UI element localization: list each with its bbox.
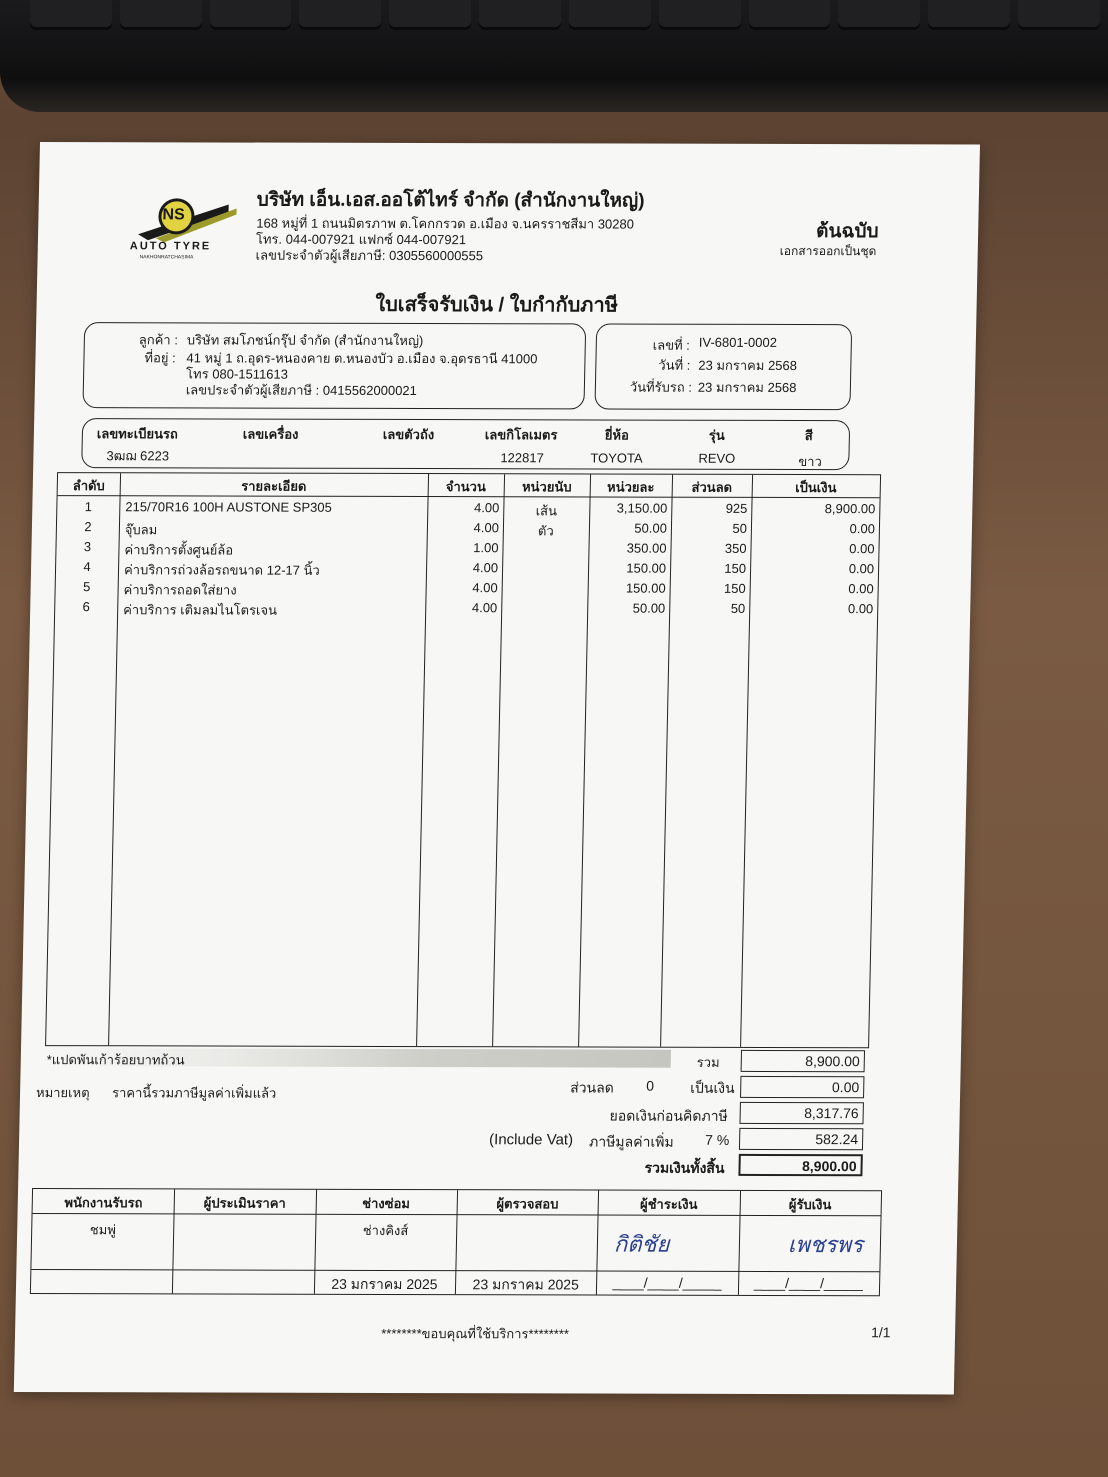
vehicle-header-brand: ยี่ห้อ — [604, 427, 630, 443]
company-logo — [128, 194, 239, 261]
receiver-signature: เพชรพร — [787, 1233, 864, 1259]
table-cell-qty: 4.00 — [472, 580, 498, 596]
table-cell-qty: 4.00 — [473, 500, 500, 516]
table-cell-desc: ค่าบริการถอดใส่ยาง — [123, 582, 237, 598]
table-cell-no: 6 — [82, 599, 91, 615]
table-cell-amount: 0.00 — [848, 581, 874, 597]
page-number: 1/1 — [870, 1324, 891, 1341]
table-cell-disc: 50 — [732, 520, 748, 536]
customer-name: บริษัท สมโภชน์กรุ๊ป จำกัด (สำนักงานใหญ่) — [186, 332, 424, 349]
table-cell-desc: ค่าบริการ เติมลมไนโตรเจน — [123, 602, 278, 618]
discount-label: ส่วนลด — [570, 1079, 615, 1096]
vehicle-header-color: สี — [804, 428, 813, 444]
table-cell-disc: 150 — [723, 580, 746, 596]
invoice-no-label: เลขที่ : — [652, 337, 691, 353]
company-tax-id: เลขประจำตัวผู้เสียภาษี: 0305560000555 — [255, 247, 484, 264]
table-cell-qty: 4.00 — [472, 560, 499, 576]
table-cell-desc: 215/70R16 100H AUSTONE SP305 — [125, 499, 332, 515]
col-header-qty: จำนวน — [445, 479, 486, 495]
table-cell-price: 3,150.00 — [616, 500, 668, 516]
table-cell-price: 150.00 — [625, 580, 666, 596]
customer-tax-id: เลขประจำตัวผู้เสียภาษี : 0415562000021 — [185, 382, 418, 399]
table-cell-unit: เส้น — [535, 503, 558, 519]
vehicle-color: ขาว — [798, 454, 823, 470]
logo-brand: AUTO TYRE — [129, 240, 212, 253]
table-cell-amount: 8,900.00 — [824, 501, 876, 517]
table-cell-no: 3 — [83, 539, 92, 555]
customer-box — [82, 322, 586, 409]
company-address: 168 หมู่ที่ 1 ถนนมิตรภาพ ต.โคกกรวด อ.เมือง จ.นครราชสีมา 30280 — [256, 215, 635, 232]
amount-in-words: *แปดพันเก้าร้อยบาทถ้วน — [46, 1052, 185, 1068]
table-cell-price: 350.00 — [626, 540, 667, 556]
vehicle-box — [81, 418, 850, 470]
table-cell-price: 50.00 — [632, 600, 666, 616]
thank-you-footer: ********ขอบคุณที่ใช้บริการ******** — [381, 1325, 570, 1342]
table-cell-amount: 0.00 — [849, 521, 876, 537]
table-cell-no: 5 — [82, 579, 91, 595]
signature-name-0: ชมพู่ — [89, 1222, 117, 1238]
pre-vat-value: 8,317.76 — [739, 1102, 863, 1124]
vehicle-brand: TOYOTA — [590, 450, 643, 466]
vehicle-header-engine: เลขเครื่อง — [242, 426, 299, 442]
signature-name-2: ช่างคิงส์ — [362, 1222, 409, 1239]
table-cell-no: 1 — [84, 499, 93, 515]
col-header-price: หน่วยละ — [606, 479, 655, 495]
vehicle-plate: 3ฒฌ 6223 — [106, 448, 170, 464]
sum-value: 8,900.00 — [741, 1050, 865, 1072]
receive-date-label: วันที่รับรถ : — [629, 379, 693, 395]
discount-amount: 0.00 — [740, 1076, 864, 1098]
invoice-date-label: วันที่ : — [658, 357, 691, 373]
table-cell-qty: 4.00 — [471, 600, 498, 616]
signature-header-2: ช่างซ่อม — [362, 1195, 411, 1212]
signature-header-1: ผู้ประเมินราคา — [203, 1195, 286, 1211]
payer-signature: กิติชัย — [613, 1232, 670, 1258]
col-header-desc: รายละเอียด — [241, 478, 307, 494]
discount-amount-label: เป็นเงิน — [690, 1079, 735, 1096]
include-vat-text: (Include Vat) — [488, 1131, 574, 1149]
signature-date-2: 23 มกราคม 2025 — [331, 1275, 438, 1293]
table-cell-disc: 350 — [724, 540, 747, 556]
invoice-date: 23 มกราคม 2568 — [698, 357, 798, 373]
signature-header-3: ผู้ตรวจสอบ — [496, 1196, 559, 1212]
vehicle-header-model: รุ่น — [708, 427, 725, 443]
company-phone: โทร. 044-007921 แฟกซ์ 044-007921 — [255, 231, 467, 248]
grand-total-value: 8,900.00 — [738, 1154, 862, 1176]
signature-date-5: ____/____/_____ — [753, 1274, 864, 1292]
document-title: ใบเสร็จรับเงิน / ใบกำกับภาษี — [375, 293, 619, 317]
items-table — [45, 472, 881, 1048]
vehicle-header-plate: เลขทะเบียนรถ — [96, 426, 178, 442]
table-cell-price: 150.00 — [626, 560, 667, 576]
table-cell-amount: 0.00 — [848, 561, 875, 577]
signature-date-4: ____/____/_____ — [612, 1274, 722, 1291]
col-header-discount: ส่วนลด — [691, 479, 733, 495]
table-cell-price: 50.00 — [634, 520, 668, 536]
col-header-amount: เป็นเงิน — [795, 479, 837, 496]
logo-sub: NAKHONRATCHASIMA — [139, 254, 194, 261]
remark-text: ราคานี้รวมภาษีมูลค่าเพิ่มแล้ว — [111, 1085, 277, 1101]
pre-vat-label: ยอดเงินก่อนคิดภาษี — [609, 1107, 728, 1124]
invoice-paper — [14, 142, 980, 1394]
discount-percent: 0 — [646, 1077, 655, 1094]
table-cell-no: 4 — [83, 559, 91, 575]
table-cell-disc: 925 — [725, 500, 748, 516]
vehicle-header-km: เลขกิโลเมตร — [484, 427, 558, 443]
table-cell-unit: ตัว — [537, 523, 554, 539]
invoice-no: IV-6801-0002 — [698, 334, 778, 350]
signature-header-5: ผู้รับเงิน — [788, 1197, 832, 1213]
table-cell-no: 2 — [84, 519, 92, 535]
copy-subtitle: เอกสารออกเป็นชุด — [779, 243, 877, 259]
amount-in-words-bar — [45, 1048, 671, 1068]
sum-label: รวม — [696, 1054, 720, 1070]
table-cell-qty: 4.00 — [473, 520, 500, 536]
grand-total-label: รวมเงินทั้งสิ้น — [644, 1159, 725, 1176]
logo-text: NS — [162, 206, 185, 224]
customer-phone: โทร 080-1511613 — [185, 366, 289, 382]
vat-rate: 7 % — [704, 1131, 730, 1148]
vat-label: ภาษีมูลค่าเพิ่ม — [588, 1133, 674, 1150]
remark-label: หมายเหตุ — [35, 1085, 90, 1101]
table-cell-disc: 150 — [724, 560, 747, 576]
customer-name-label: ลูกค้า : — [138, 332, 179, 348]
receive-date: 23 มกราคม 2568 — [697, 379, 797, 395]
signature-header-0: พนักงานรับรถ — [64, 1195, 143, 1211]
table-cell-desc: ค่าบริการถ่วงล้อรถขนาด 12-17 นิ้ว — [123, 562, 320, 578]
invoice-info-box — [594, 323, 852, 410]
table-cell-desc: ค่าบริการตั้งศูนย์ล้อ — [124, 542, 234, 558]
customer-address: 41 หมู่ 1 ถ.อุดร-หนองคาย ต.หนองบัว อ.เมือง จ.อุดรธานี 41000 — [186, 350, 538, 367]
vehicle-header-chassis: เลขตัวถัง — [382, 426, 435, 443]
table-cell-disc: 50 — [730, 600, 746, 616]
keyboard-background — [0, 0, 1108, 112]
copy-title: ต้นฉบับ — [815, 221, 879, 243]
signature-date-3: 23 มกราคม 2025 — [472, 1276, 580, 1293]
company-name: บริษัท เอ็น.เอส.ออโต้ไทร์ จำกัด (สำนักงานใหญ่) — [256, 189, 645, 212]
signature-header-4: ผู้ชำระเงิน — [639, 1196, 698, 1212]
customer-address-label: ที่อยู่ : — [144, 350, 176, 366]
table-cell-amount: 0.00 — [847, 601, 874, 617]
signature-table — [30, 1188, 882, 1296]
table-cell-amount: 0.00 — [849, 541, 875, 557]
vehicle-km: 122817 — [500, 450, 544, 466]
col-header-no: ลำดับ — [72, 478, 105, 494]
vehicle-model: REVO — [698, 450, 736, 466]
table-cell-qty: 1.00 — [473, 540, 499, 556]
vat-value: 582.24 — [739, 1128, 863, 1150]
col-header-unit: หน่วยนับ — [521, 479, 572, 495]
table-cell-desc: จุ๊บลม — [124, 522, 158, 538]
